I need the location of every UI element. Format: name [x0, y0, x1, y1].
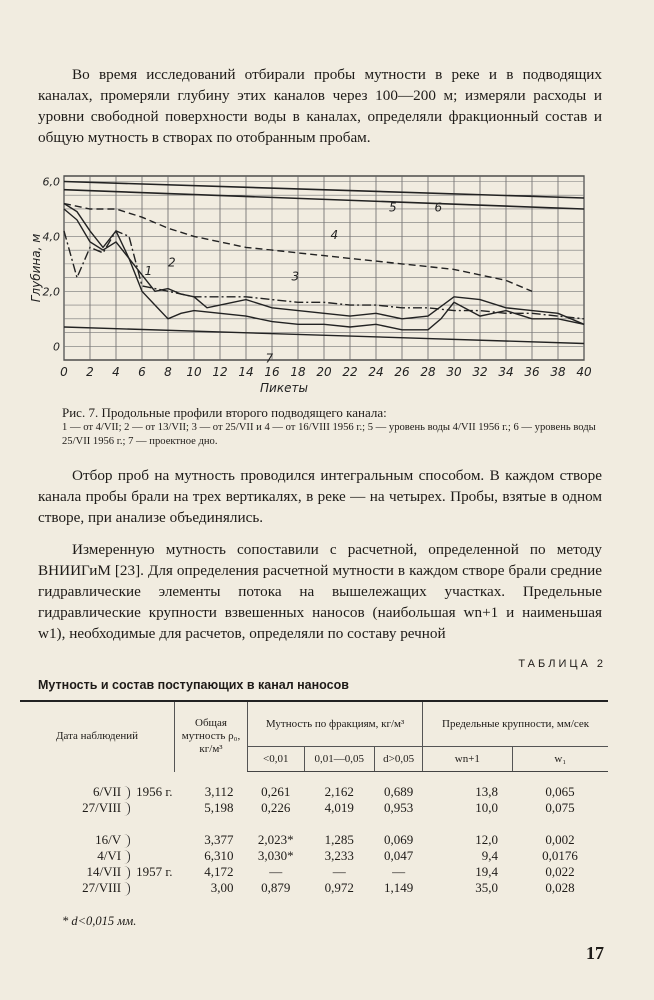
brace-part	[123, 866, 130, 880]
x-tick-label: 26	[394, 365, 410, 379]
x-axis-label: Пикеты	[260, 381, 308, 395]
x-tick-label: 6	[138, 365, 146, 379]
figure-caption-title: Рис. 7. Продольные профили второго подводящего канала:	[62, 405, 387, 420]
x-tick-label: 32	[472, 365, 488, 379]
header-w1: w₁	[512, 747, 608, 772]
date-text: 16/V	[95, 831, 122, 847]
header-wn1: wn+1	[423, 747, 512, 772]
cell-f3: 1,149	[383, 880, 414, 896]
cell-total: 5,198	[204, 800, 234, 816]
y-tick-label: 6,0	[42, 175, 60, 189]
x-tick-label: 20	[316, 365, 332, 379]
cell-f1: 3,030*	[257, 848, 294, 864]
cell-wn1: 9,4	[481, 848, 499, 864]
cell-w1: 0,075	[545, 800, 575, 816]
x-tick-label: 24	[368, 365, 384, 379]
profile-chart-svg	[28, 168, 618, 400]
table-row	[20, 848, 608, 864]
brace-bottom	[123, 802, 130, 816]
cell-total: 3,00	[210, 880, 234, 896]
x-tick-label: 10	[186, 365, 202, 379]
x-tick-label: 28	[420, 365, 436, 379]
brace-top	[123, 786, 130, 800]
paragraph-intro-text: Во время исследований отбирали пробы мутности в реке и в подводящих каналах, промеряли глубину этих каналов через 100—200 м; измеряли расходы и уровни свободной поверхности воды в каналах, определяли фракционный состав и общую мутность в створах по отобранным пробам.	[38, 66, 602, 146]
paragraph-sampling-text: Отбор проб на мутность проводился интегральным способом. В каждом створе канала пробы брали на трех вертикалях, в реке — на четырех. Пробы, взятые в одном створе, при анализе объединялись.	[38, 467, 602, 526]
table-label: ТАБЛИЦА 2	[518, 658, 606, 670]
cell-f3: 0,689	[383, 784, 414, 799]
cell-f3: 0,953	[383, 800, 414, 816]
cell-w1: 0,022	[545, 864, 575, 880]
date-text: 4/VI	[97, 847, 122, 863]
series-label-2: 2	[168, 255, 176, 270]
y-tick-label: 2,0	[42, 285, 60, 299]
x-tick-label: 8	[164, 365, 172, 379]
cell-date	[20, 864, 175, 880]
header-fraction-2: 0,01—0,05	[304, 747, 374, 772]
x-tick-label: 22	[342, 365, 358, 379]
cell-wn1: 35,0	[475, 880, 499, 896]
x-tick-label: 18	[290, 365, 306, 379]
paragraph-method	[38, 539, 602, 644]
turbidity-table	[20, 700, 608, 896]
x-tick-label: 16	[264, 365, 280, 379]
x-tick-label: 34	[498, 365, 514, 379]
cell-f1: —	[269, 864, 283, 880]
table-row	[20, 800, 608, 816]
cell-date	[20, 784, 175, 800]
table-footnote: * d<0,015 мм.	[62, 914, 137, 928]
cell-date	[20, 880, 175, 896]
cell-w1: 0,0176	[542, 848, 578, 864]
series-label-1: 1	[144, 263, 153, 278]
x-tick-label: 40	[576, 365, 592, 379]
cell-wn1: 10,0	[475, 800, 499, 816]
header-fraction-3: d>0,05	[375, 747, 423, 772]
table-row	[20, 784, 608, 800]
cell-date	[20, 800, 175, 816]
brace-part	[123, 850, 130, 864]
cell-w1: 0,065	[545, 784, 575, 799]
cell-w1: 0,002	[545, 832, 575, 848]
table-row	[20, 864, 608, 880]
cell-total: 4,172	[204, 864, 234, 880]
table-row	[20, 832, 608, 848]
cell-f3: 0,047	[383, 848, 414, 864]
spacer-row	[20, 816, 608, 832]
series-label-3: 3	[291, 269, 300, 284]
cell-date	[20, 832, 175, 848]
x-tick-label: 2	[86, 365, 94, 379]
date-text: 27/VIII	[82, 799, 122, 815]
cell-f1: 2,023*	[257, 832, 294, 848]
y-axis-label: Глубина, м	[29, 233, 43, 303]
header-fraction-1: <0,01	[248, 747, 305, 772]
date-text: 6/VII	[92, 783, 122, 799]
cell-f2: 3,233	[324, 848, 354, 864]
paragraph-sampling	[38, 465, 602, 528]
brace-part	[123, 882, 130, 896]
series-label-4: 4	[330, 228, 339, 243]
cell-f2: 2,162	[324, 784, 354, 799]
series-label-7: 7	[265, 351, 274, 366]
figure-caption-body: 1 — от 4/VII; 2 — от 13/VII; 3 — от 25/VII и 4 — от 16/VIII 1956 г.; 5 — уровень воды 4/VII 1956 г.; 6 — уровень воды 25/VII 1956 г.; 7 — проектное дно.	[62, 422, 596, 447]
cell-total: 3,112	[204, 784, 234, 799]
x-tick-label: 38	[550, 365, 566, 379]
paragraph-method-text: Измеренную мутность сопоставили с расчетной, определенной по методу ВНИИГиМ [23]. Для определения расчетной мутности в каждом створе брали средние гидравлические элементы потока на вышележащих участках. Предельные гидравлические крупности взвешенных наносов (наибольшая wn+1 и наименьшая w1), необходимые для расчетов, определяли по составу речной	[38, 541, 602, 642]
cell-f2: 0,972	[324, 880, 354, 896]
series-label-5: 5	[389, 200, 397, 215]
year-label: 1956 г.	[136, 783, 173, 799]
cell-date	[20, 848, 175, 864]
cell-f3: —	[392, 864, 406, 880]
header-date: Дата наблюдений	[20, 701, 175, 772]
x-tick-label: 12	[212, 365, 228, 379]
paragraph-intro	[38, 64, 602, 148]
page-number: 17	[586, 943, 604, 963]
cell-total: 3,377	[204, 832, 234, 848]
year-label: 1957 г.	[136, 863, 173, 879]
header-fractions: Мутность по фракциям, кг/м³	[248, 701, 423, 747]
cell-f1: 0,879	[261, 880, 291, 896]
x-tick-label: 36	[524, 365, 540, 379]
brace-part	[123, 834, 130, 848]
cell-w1: 0,028	[545, 880, 575, 896]
figure-7-chart	[28, 168, 618, 400]
y-tick-label: 4,0	[42, 230, 60, 244]
x-tick-label: 4	[112, 365, 120, 379]
cell-f1: 0,261	[261, 784, 291, 799]
y-tick-label: 0	[53, 340, 60, 354]
cell-f1: 0,226	[261, 800, 291, 816]
cell-f2: 4,019	[324, 800, 354, 816]
cell-wn1: 12,0	[475, 832, 499, 848]
header-total: Общая мутность ρ₀, кг/м³	[175, 701, 248, 772]
date-text: 14/VII	[86, 863, 122, 879]
spacer-row	[20, 772, 608, 784]
cell-f3: 0,069	[383, 832, 414, 848]
x-tick-label: 30	[446, 365, 462, 379]
cell-wn1: 19,4	[475, 864, 499, 880]
cell-total: 6,310	[204, 848, 234, 864]
date-text: 27/VIII	[82, 879, 122, 895]
x-tick-label: 0	[60, 365, 68, 379]
cell-f2: —	[332, 864, 346, 880]
table-title: Мутность и состав поступающих в канал наносов	[38, 678, 349, 692]
table-row	[20, 880, 608, 896]
header-limits: Предельные крупности, мм/сек	[423, 701, 608, 747]
cell-wn1: 13,8	[475, 784, 499, 799]
series-label-6: 6	[434, 200, 443, 215]
x-tick-label: 14	[238, 365, 254, 379]
cell-f2: 1,285	[324, 832, 354, 848]
